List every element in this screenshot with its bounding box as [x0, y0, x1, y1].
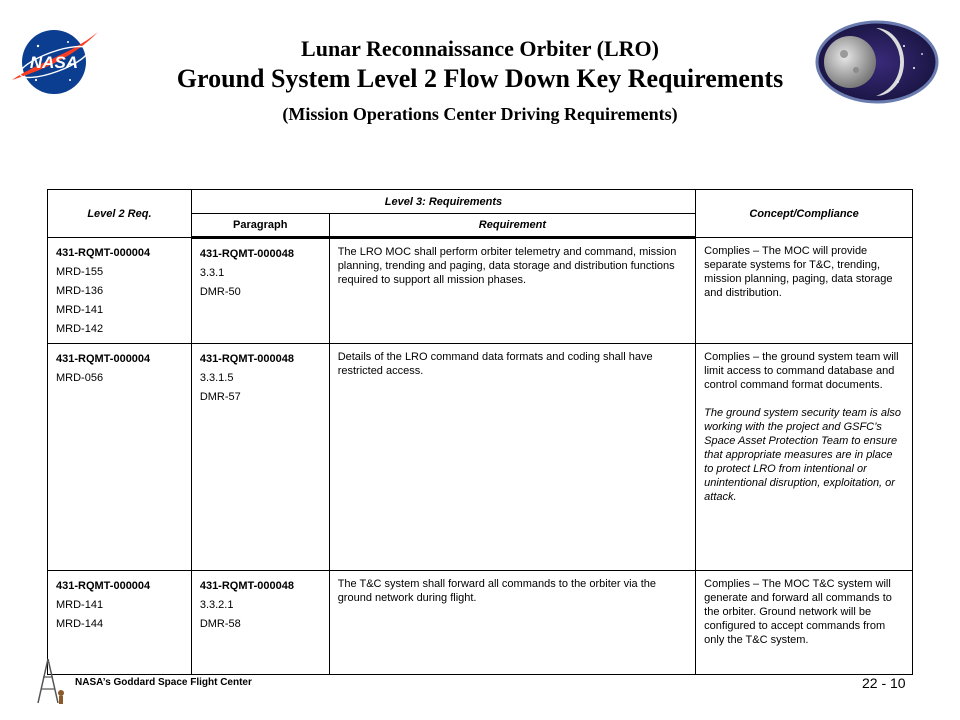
title-block [150, 36, 810, 126]
header-level3: Level 3: Requirements [191, 190, 695, 214]
level2-id: 431-RQMT-000004 [56, 247, 151, 259]
level2-id: MRD-141 [56, 304, 104, 316]
header-level2: Level 2 Req. [48, 190, 192, 238]
paragraph-id: 3.3.2.1 [199, 599, 234, 611]
requirement-cell: The T&C system shall forward all commands to the orbiter via the ground network during flight. [329, 571, 695, 675]
compliance-text: Complies – The MOC T&C system will generate and forward all commands to the orbiter. Ground network will be configured to accept commands from only the T&C system. [704, 578, 892, 646]
level2-id: MRD-155 [56, 266, 104, 278]
level2-id: 431-RQMT-000004 [56, 580, 151, 592]
compliance-text: Complies – The MOC will provide separate systems for T&C, trending, mission planning, paging, data storage and distribution. [704, 245, 893, 299]
paragraph-cell [191, 344, 329, 571]
paragraph-id: DMR-58 [199, 618, 241, 630]
header-paragraph: Paragraph [191, 214, 329, 238]
page-subtitle: (Mission Operations Center Driving Requirements) [282, 104, 678, 124]
page-title-line1: Lunar Reconnaissance Orbiter (LRO) [301, 36, 659, 61]
table-row [48, 238, 913, 344]
paragraph-id: DMR-57 [199, 391, 241, 403]
level2-id: 431-RQMT-000004 [56, 353, 151, 365]
compliance-cell [696, 571, 913, 675]
page-title-line2: Ground System Level 2 Flow Down Key Requirements [176, 64, 784, 93]
requirement-cell: Details of the LRO command data formats and coding shall have restricted access. [329, 344, 695, 571]
table-row [48, 571, 913, 675]
page-number: 22 - 10 [862, 675, 906, 691]
paragraph-cell [191, 238, 329, 344]
level2-id: MRD-142 [56, 323, 104, 335]
requirements-table [47, 189, 913, 675]
level2-id: MRD-136 [56, 285, 104, 297]
header-concept: Concept/Compliance [696, 190, 913, 238]
paragraph-id: DMR-50 [199, 286, 241, 298]
paragraph-id: 431-RQMT-000048 [199, 353, 294, 365]
table-row [48, 344, 913, 571]
nasa-logo-text: NASA [29, 53, 79, 72]
level2-cell [48, 344, 192, 571]
level2-id: MRD-056 [56, 372, 104, 384]
footer-organization: NASA’s Goddard Space Flight Center [75, 677, 252, 688]
lro-mission-logo [814, 18, 940, 106]
compliance-cell [696, 238, 913, 344]
paragraph-id: 431-RQMT-000048 [199, 580, 294, 592]
paragraph-cell [191, 571, 329, 675]
nasa-logo [8, 22, 100, 102]
requirement-cell: The LRO MOC shall perform orbiter telemetry and command, mission planning, trending and paging, data storage and distribution functions required to support all mission phases. [329, 238, 695, 344]
compliance-cell [696, 344, 913, 571]
level2-id: MRD-144 [56, 618, 104, 630]
compliance-note: The ground system security team is also working with the project and GSFC’s Space Asset Protection Team to ensure that appropriate measures are in place to protect LRO from intentional or unintentional disruption, exploitation, or attack. [704, 407, 902, 503]
paragraph-id: 431-RQMT-000048 [199, 248, 294, 260]
compliance-text: Complies – the ground system team will limit access to command database and control command format documents. [704, 351, 899, 391]
level2-cell [48, 238, 192, 344]
paragraph-id: 3.3.1 [199, 267, 225, 279]
goddard-logo-icon [28, 655, 72, 705]
level2-id: MRD-141 [56, 599, 104, 611]
paragraph-id: 3.3.1.5 [199, 372, 234, 384]
header-requirement: Requirement [329, 214, 695, 238]
